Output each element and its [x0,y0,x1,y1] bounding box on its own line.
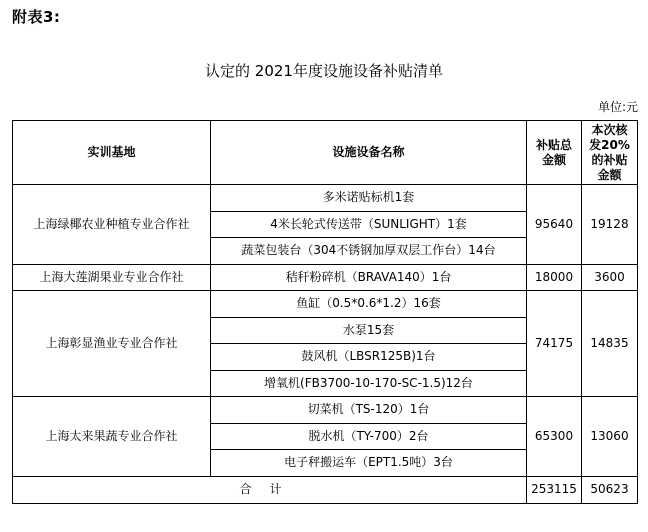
table-row [13,291,638,318]
total-label: 合计 [13,476,527,503]
unit-label: 单位:元 [597,100,638,114]
base-name: 上海绿椰农业种植专业合作社 [13,185,211,265]
subsidy-total-value: 18000 [527,264,582,291]
disbursed-value: 19128 [582,185,638,265]
equipment-item: 脱水机（TY-700）2台 [211,423,527,450]
equipment-item: 多米诺贴标机1套 [211,185,527,212]
subsidy-total-value: 95640 [527,185,582,265]
header-equipment: 设施设备名称 [211,121,527,185]
total-subsidy-value: 253115 [527,476,582,503]
total-disbursed-value: 50623 [582,476,638,503]
equipment-item: 电子秤搬运车（EPT1.5吨）3台 [211,450,527,477]
header-subsidy-total: 补贴总金额 [527,121,582,185]
equipment-item: 切菜机（TS-120）1台 [211,397,527,424]
equipment-item: 4米长轮式传送带（SUNLIGHT）1套 [211,211,527,238]
subsidy-table [12,120,638,504]
base-name: 上海大莲湖果业专业合作社 [13,264,211,291]
base-name: 上海彰显渔业专业合作社 [13,291,211,397]
header-base: 实训基地 [13,121,211,185]
table-header-row [13,121,638,185]
disbursed-value: 14835 [582,291,638,397]
base-name: 上海太来果蔬专业合作社 [13,397,211,477]
table-row [13,185,638,212]
table-row [13,264,638,291]
equipment-item: 秸秆粉碎机（BRAVA140）1台 [211,264,527,291]
equipment-item: 蔬菜包装台（304不锈钢加厚双层工作台）14台 [211,238,527,265]
equipment-item: 鼓风机（LBSR125B)1台 [211,344,527,371]
header-disbursed: 本次核发20%的补贴金额 [582,121,638,185]
annex-label: 附表3: [12,8,61,26]
document-title: 认定的 2021年度设施设备补贴清单 [205,62,443,80]
equipment-item: 鱼缸（0.5*0.6*1.2）16套 [211,291,527,318]
disbursed-value: 3600 [582,264,638,291]
equipment-item: 水泵15套 [211,317,527,344]
disbursed-value: 13060 [582,397,638,477]
subsidy-total-value: 65300 [527,397,582,477]
subsidy-total-value: 74175 [527,291,582,397]
total-row [13,476,638,503]
equipment-item: 增氧机(FB3700-10-170-SC-1.5)12台 [211,370,527,397]
table-row [13,397,638,424]
